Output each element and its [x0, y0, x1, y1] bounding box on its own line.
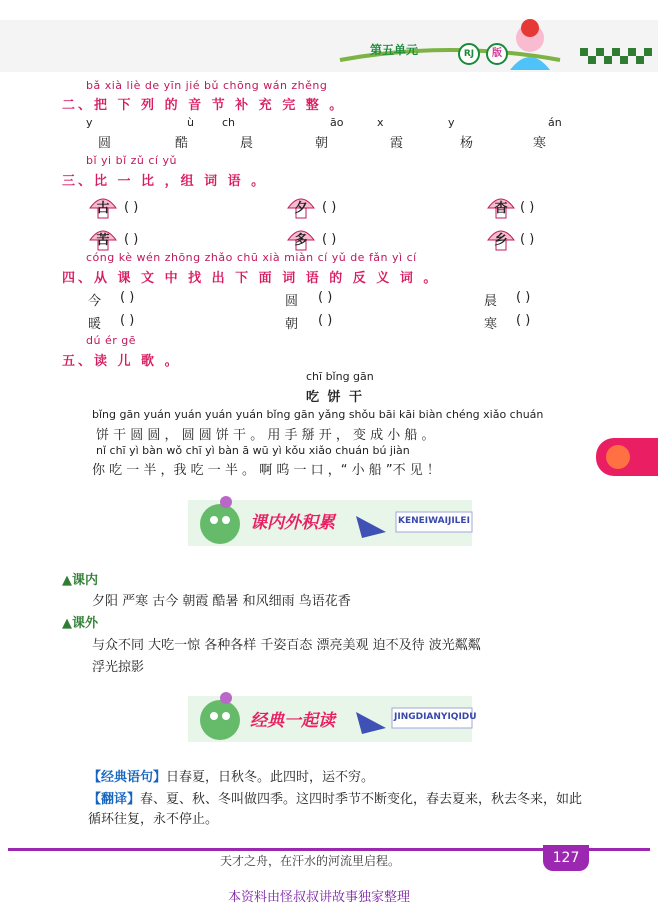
edition-badge: 版 [486, 43, 508, 65]
syllable-pinyin: ù [187, 116, 194, 129]
antonym-word: 寒 [484, 317, 498, 332]
antonym-word: 暖 [88, 317, 102, 332]
syllable-hanzi: 霞 [390, 136, 404, 151]
mushroom-icon [88, 226, 118, 252]
mushroom-icon [486, 194, 516, 220]
antonym-word: 晨 [484, 294, 498, 309]
antonym-word: 今 [88, 294, 102, 309]
quote-label: 【经典语句】 [88, 770, 167, 785]
translation-label: 【翻译】 [88, 792, 141, 807]
banner-roman: KENEIWAIJILEI [398, 516, 470, 526]
section4-title: 四、从 课 文 中 找 出 下 面 词 语 的 反 义 词 。 [62, 271, 440, 286]
answer-paren[interactable]: ( ) [120, 290, 135, 305]
poem-line1-pinyin: bǐng gān yuán yuán yuán yuán bǐng gān yǎng shǒu bāi kāi biàn chéng xiǎo chuán [92, 408, 544, 421]
syllable-pinyin: y [448, 116, 455, 129]
mushroom-icon [286, 194, 316, 220]
classic-quote [88, 766, 374, 785]
rj-badge: RJ [458, 43, 480, 65]
quote-text: 日春夏，日秋冬。此四时，运不穷。 [166, 770, 375, 785]
compare-char: 苦 [96, 233, 110, 248]
syllable-hanzi: 朝 [315, 136, 329, 151]
page-header [0, 0, 658, 78]
outside-label: ▲课外 [62, 616, 98, 631]
fox-icon [606, 445, 630, 469]
section4-pinyin: cóng kè wén zhōng zhǎo chū xià miàn cí yǔ de fǎn yì cí [86, 251, 417, 264]
header-decoration [0, 0, 658, 78]
banner-classic [186, 690, 477, 746]
section5-title: 五、读 儿 歌 。 [62, 354, 181, 369]
syllable-hanzi: 寒 [533, 136, 547, 151]
compare-char: 杳 [494, 201, 508, 216]
section2-pinyin: bǎ xià liè de yīn jié bǔ chōng wán zhěng [86, 79, 328, 92]
answer-paren[interactable]: ( ) [124, 232, 139, 247]
antonym-word: 圆 [285, 294, 299, 309]
banner-roman: JINGDIANYIQIDU [394, 712, 477, 722]
inside-items: 夕阳 严寒 古今 朝霞 酷暑 和风细雨 鸟语花香 [92, 594, 351, 609]
footer-motto: 天才之舟，在汗水的河流里启程。 [220, 854, 401, 868]
answer-paren[interactable]: ( ) [124, 200, 139, 215]
mushroom-icon [88, 194, 118, 220]
section3-title: 三、比 一 比 ，组 词 语 。 [62, 174, 268, 189]
syllable-pinyin: āo [330, 116, 344, 129]
outside-items-line2: 浮光掠影 [92, 660, 145, 675]
translation-text-2: 循环往复，永不停止。 [88, 812, 219, 827]
answer-paren[interactable]: ( ) [120, 313, 135, 328]
antonym-word: 朝 [285, 317, 299, 332]
syllable-hanzi: 晨 [240, 136, 254, 151]
answer-paren[interactable]: ( ) [318, 313, 333, 328]
syllable-hanzi: 酷 [175, 136, 189, 151]
classic-translation [88, 788, 582, 807]
source-note: 本资料由怪叔叔讲故事独家整理 [228, 890, 411, 905]
answer-paren[interactable]: ( ) [520, 200, 535, 215]
outside-items-line1: 与众不同 大吃一惊 各种各样 千姿百态 漂亮美观 迫不及待 波光粼粼 [92, 638, 481, 653]
poem-title: 吃 饼 干 [306, 390, 365, 405]
answer-paren[interactable]: ( ) [322, 232, 337, 247]
page-number: 127 [543, 845, 589, 871]
compare-char: 夕 [294, 201, 308, 216]
mushroom-icon [486, 226, 516, 252]
unit-title: 第五单元 [370, 43, 419, 57]
syllable-pinyin: án [548, 116, 562, 129]
syllable-pinyin: y [86, 116, 93, 129]
answer-paren[interactable]: ( ) [318, 290, 333, 305]
poem-line2-pinyin: nǐ chī yì bàn wǒ chī yì bàn ā wū yì kǒu xiǎo chuán bú jiàn [96, 444, 410, 457]
section2-title: 二、把 下 列 的 音 节 补 充 完 整 。 [62, 98, 346, 113]
answer-paren[interactable]: ( ) [322, 200, 337, 215]
inside-label: ▲课内 [62, 573, 98, 588]
banner-accumulation [186, 494, 474, 550]
section3-pinyin: bǐ yi bǐ zǔ cí yǔ [86, 154, 177, 167]
banner-title: 经典一起读 [250, 711, 335, 731]
syllable-hanzi: 圆 [98, 136, 112, 151]
translation-text-1: 春、夏、秋、冬叫做四季。这四时季节不断变化，春去夏来，秋去冬来，如此 [140, 792, 583, 807]
side-tab [596, 438, 658, 476]
compare-char: 多 [294, 233, 308, 248]
syllable-hanzi: 杨 [460, 136, 474, 151]
poem-line2: 你 吃 一 半 ，我 吃 一 半 。 啊 呜 一 口 ，“ 小 船 ”不 见 ！ [92, 463, 440, 478]
syllable-pinyin: ch [222, 116, 236, 129]
answer-paren[interactable]: ( ) [516, 313, 531, 328]
compare-char: 乡 [494, 233, 508, 248]
banner-title: 课内外积累 [250, 513, 335, 533]
answer-paren[interactable]: ( ) [516, 290, 531, 305]
answer-paren[interactable]: ( ) [520, 232, 535, 247]
section5-pinyin: dú ér gē [86, 334, 136, 347]
mushroom-icon [286, 226, 316, 252]
poem-title-pinyin: chī bǐng gān [306, 370, 374, 383]
poem-line1: 饼 干 圆 圆 ， 圆 圆 饼 干 。 用 手 掰 开 ， 变 成 小 船 。 [96, 428, 435, 443]
syllable-pinyin: x [377, 116, 384, 129]
compare-char: 古 [96, 201, 110, 216]
